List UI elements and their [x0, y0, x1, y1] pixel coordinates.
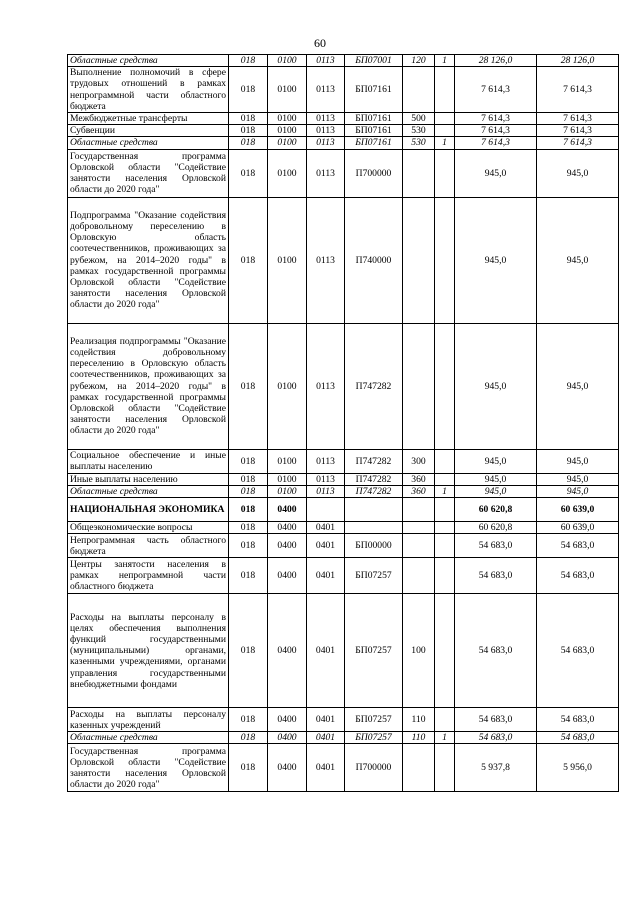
- funding-source: [435, 473, 455, 485]
- section-code: 0400: [268, 594, 307, 708]
- subsection-code: 0401: [307, 732, 345, 744]
- expense-type: 110: [403, 708, 435, 732]
- expense-type: 500: [403, 113, 435, 125]
- row-name: Расходы на выплаты персоналу в целях обеспечения выполнения функций государственными (муниципальными) органами, казенными учреждениями, органами управления государственными внебюджетными фондами: [68, 594, 229, 708]
- section-code: 0100: [268, 197, 307, 323]
- section-code: 0100: [268, 125, 307, 137]
- subsection-code: 0113: [307, 473, 345, 485]
- admin-code: 018: [229, 67, 268, 113]
- amount-2019: 54 683,0: [455, 558, 537, 594]
- section-code: 0400: [268, 498, 307, 522]
- funding-source: [435, 323, 455, 449]
- table-row: [68, 473, 619, 485]
- section-code: 0400: [268, 522, 307, 534]
- expense-type: 300: [403, 449, 435, 473]
- row-name: Межбюджетные трансферты: [68, 113, 229, 125]
- target-article: БП07257: [345, 594, 403, 708]
- budget-table: [67, 54, 619, 792]
- subsection-code: 0113: [307, 485, 345, 497]
- amount-2019: 7 614,3: [455, 125, 537, 137]
- amount-2020: 5 956,0: [537, 744, 619, 792]
- table-row: [68, 125, 619, 137]
- subsection-code: 0113: [307, 137, 345, 149]
- section-code: 0400: [268, 534, 307, 558]
- subsection-code: 0113: [307, 149, 345, 197]
- table-row: [68, 197, 619, 323]
- budget-table-body: [68, 55, 619, 792]
- admin-code: 018: [229, 485, 268, 497]
- section-code: 0400: [268, 744, 307, 792]
- expense-type: [403, 323, 435, 449]
- subsection-code: [307, 498, 345, 522]
- funding-source: [435, 67, 455, 113]
- funding-source: [435, 594, 455, 708]
- amount-2019: 945,0: [455, 197, 537, 323]
- funding-source: [435, 113, 455, 125]
- funding-source: [435, 149, 455, 197]
- section-code: 0100: [268, 449, 307, 473]
- subsection-code: 0401: [307, 744, 345, 792]
- subsection-code: 0401: [307, 708, 345, 732]
- amount-2019: 60 620,8: [455, 522, 537, 534]
- amount-2019: 945,0: [455, 485, 537, 497]
- expense-type: [403, 197, 435, 323]
- table-row: [68, 137, 619, 149]
- target-article: П740000: [345, 197, 403, 323]
- section-code: 0400: [268, 732, 307, 744]
- target-article: П700000: [345, 744, 403, 792]
- expense-type: 120: [403, 55, 435, 67]
- amount-2019: 7 614,3: [455, 67, 537, 113]
- amount-2019: 54 683,0: [455, 732, 537, 744]
- expense-type: [403, 498, 435, 522]
- section-code: 0400: [268, 708, 307, 732]
- row-name: Выполнение полномочий в сфере трудовых отношений в рамках непрограммной части областного бюджета: [68, 67, 229, 113]
- expense-type: 530: [403, 137, 435, 149]
- table-row: [68, 534, 619, 558]
- admin-code: 018: [229, 197, 268, 323]
- funding-source: 1: [435, 55, 455, 67]
- row-name: Областные средства: [68, 485, 229, 497]
- expense-type: 100: [403, 594, 435, 708]
- table-row: [68, 113, 619, 125]
- amount-2019: 945,0: [455, 323, 537, 449]
- expense-type: [403, 67, 435, 113]
- subsection-code: 0113: [307, 323, 345, 449]
- admin-code: 018: [229, 137, 268, 149]
- row-name: Непрограммная часть областного бюджета: [68, 534, 229, 558]
- amount-2020: 60 639,0: [537, 522, 619, 534]
- subsection-code: 0401: [307, 558, 345, 594]
- admin-code: 018: [229, 708, 268, 732]
- amount-2020: 7 614,3: [537, 113, 619, 125]
- table-row: [68, 708, 619, 732]
- amount-2019: 7 614,3: [455, 113, 537, 125]
- expense-type: 360: [403, 473, 435, 485]
- target-article: БП07257: [345, 708, 403, 732]
- row-name: Подпрограмма "Оказание содействия добровольному переселению в Орловскую область соотечественников, проживающих за рубежом, на 2014–2020 годы" в рамках государственной программы Орловской области "Содействие занятости населения Орловской области до 2020 года": [68, 197, 229, 323]
- section-code: 0100: [268, 149, 307, 197]
- amount-2019: 945,0: [455, 473, 537, 485]
- expense-type: 110: [403, 732, 435, 744]
- admin-code: 018: [229, 125, 268, 137]
- admin-code: 018: [229, 473, 268, 485]
- admin-code: 018: [229, 744, 268, 792]
- target-article: П747282: [345, 449, 403, 473]
- admin-code: 018: [229, 522, 268, 534]
- amount-2019: 945,0: [455, 149, 537, 197]
- amount-2019: 7 614,3: [455, 137, 537, 149]
- amount-2020: 54 683,0: [537, 594, 619, 708]
- subsection-code: 0401: [307, 522, 345, 534]
- target-article: П747282: [345, 323, 403, 449]
- subsection-code: 0113: [307, 197, 345, 323]
- funding-source: [435, 558, 455, 594]
- table-row: [68, 55, 619, 67]
- funding-source: 1: [435, 485, 455, 497]
- expense-type: [403, 149, 435, 197]
- section-code: 0100: [268, 137, 307, 149]
- row-name: Областные средства: [68, 732, 229, 744]
- amount-2020: 54 683,0: [537, 708, 619, 732]
- admin-code: 018: [229, 594, 268, 708]
- amount-2019: 54 683,0: [455, 594, 537, 708]
- admin-code: 018: [229, 55, 268, 67]
- admin-code: 018: [229, 732, 268, 744]
- target-article: БП07257: [345, 732, 403, 744]
- row-name: Расходы на выплаты персоналу казенных учреждений: [68, 708, 229, 732]
- target-article: БП07161: [345, 67, 403, 113]
- expense-type: 360: [403, 485, 435, 497]
- admin-code: 018: [229, 534, 268, 558]
- amount-2020: 28 126,0: [537, 55, 619, 67]
- table-row: [68, 498, 619, 522]
- table-row: [68, 522, 619, 534]
- row-name: НАЦИОНАЛЬНАЯ ЭКОНОМИКА: [68, 498, 229, 522]
- admin-code: 018: [229, 449, 268, 473]
- amount-2020: 54 683,0: [537, 558, 619, 594]
- funding-source: [435, 744, 455, 792]
- amount-2020: 7 614,3: [537, 137, 619, 149]
- table-row: [68, 594, 619, 708]
- funding-source: [435, 708, 455, 732]
- section-code: 0100: [268, 485, 307, 497]
- table-row: [68, 149, 619, 197]
- section-code: 0400: [268, 558, 307, 594]
- row-name: Государственная программа Орловской области "Содействие занятости населения Орловской области до 2020 года": [68, 149, 229, 197]
- expense-type: [403, 744, 435, 792]
- admin-code: 018: [229, 149, 268, 197]
- target-article: БП07001: [345, 55, 403, 67]
- section-code: 0100: [268, 55, 307, 67]
- target-article: П747282: [345, 485, 403, 497]
- amount-2020: 54 683,0: [537, 732, 619, 744]
- row-name: Областные средства: [68, 137, 229, 149]
- section-code: 0100: [268, 113, 307, 125]
- expense-type: [403, 522, 435, 534]
- subsection-code: 0113: [307, 125, 345, 137]
- amount-2019: 5 937,8: [455, 744, 537, 792]
- page-number: 60: [314, 36, 326, 50]
- funding-source: [435, 197, 455, 323]
- row-name: Государственная программа Орловской области "Содействие занятости населения Орловской области до 2020 года": [68, 744, 229, 792]
- expense-type: [403, 558, 435, 594]
- target-article: БП00000: [345, 534, 403, 558]
- amount-2019: 54 683,0: [455, 708, 537, 732]
- amount-2020: 54 683,0: [537, 534, 619, 558]
- target-article: БП07161: [345, 113, 403, 125]
- target-article: [345, 498, 403, 522]
- table-row: [68, 485, 619, 497]
- row-name: Иные выплаты населению: [68, 473, 229, 485]
- amount-2019: 54 683,0: [455, 534, 537, 558]
- table-row: [68, 732, 619, 744]
- table-row: [68, 744, 619, 792]
- funding-source: 1: [435, 137, 455, 149]
- admin-code: 018: [229, 113, 268, 125]
- table-row: [68, 67, 619, 113]
- target-article: П700000: [345, 149, 403, 197]
- table-row: [68, 323, 619, 449]
- admin-code: 018: [229, 323, 268, 449]
- target-article: П747282: [345, 473, 403, 485]
- subsection-code: 0113: [307, 449, 345, 473]
- target-article: [345, 522, 403, 534]
- funding-source: [435, 498, 455, 522]
- expense-type: [403, 534, 435, 558]
- amount-2020: 7 614,3: [537, 67, 619, 113]
- row-name: Общеэкономические вопросы: [68, 522, 229, 534]
- table-row: [68, 449, 619, 473]
- target-article: БП07257: [345, 558, 403, 594]
- amount-2020: 60 639,0: [537, 498, 619, 522]
- subsection-code: 0401: [307, 534, 345, 558]
- amount-2020: 945,0: [537, 149, 619, 197]
- amount-2019: 28 126,0: [455, 55, 537, 67]
- admin-code: 018: [229, 498, 268, 522]
- amount-2020: 945,0: [537, 473, 619, 485]
- amount-2020: 945,0: [537, 197, 619, 323]
- subsection-code: 0113: [307, 113, 345, 125]
- row-name: Субвенции: [68, 125, 229, 137]
- target-article: БП07161: [345, 125, 403, 137]
- table-row: [68, 558, 619, 594]
- amount-2020: 945,0: [537, 485, 619, 497]
- section-code: 0100: [268, 67, 307, 113]
- section-code: 0100: [268, 473, 307, 485]
- admin-code: 018: [229, 558, 268, 594]
- subsection-code: 0113: [307, 55, 345, 67]
- subsection-code: 0113: [307, 67, 345, 113]
- amount-2020: 7 614,3: [537, 125, 619, 137]
- funding-source: 1: [435, 732, 455, 744]
- funding-source: [435, 522, 455, 534]
- amount-2020: 945,0: [537, 449, 619, 473]
- row-name: Центры занятости населения в рамках непрограммной части областного бюджета: [68, 558, 229, 594]
- section-code: 0100: [268, 323, 307, 449]
- row-name: Областные средства: [68, 55, 229, 67]
- row-name: Социальное обеспечение и иные выплаты населению: [68, 449, 229, 473]
- amount-2020: 945,0: [537, 323, 619, 449]
- subsection-code: 0401: [307, 594, 345, 708]
- funding-source: [435, 125, 455, 137]
- row-name: Реализация подпрограммы "Оказание содействия добровольному переселению в Орловскую область соотечественников, проживающих за рубежом, на 2014–2020 годы" в рамках государственной программы Орловской области "Содействие занятости населения Орловской области до 2020 года": [68, 323, 229, 449]
- target-article: БП07161: [345, 137, 403, 149]
- funding-source: [435, 534, 455, 558]
- amount-2019: 60 620,8: [455, 498, 537, 522]
- funding-source: [435, 449, 455, 473]
- amount-2019: 945,0: [455, 449, 537, 473]
- expense-type: 530: [403, 125, 435, 137]
